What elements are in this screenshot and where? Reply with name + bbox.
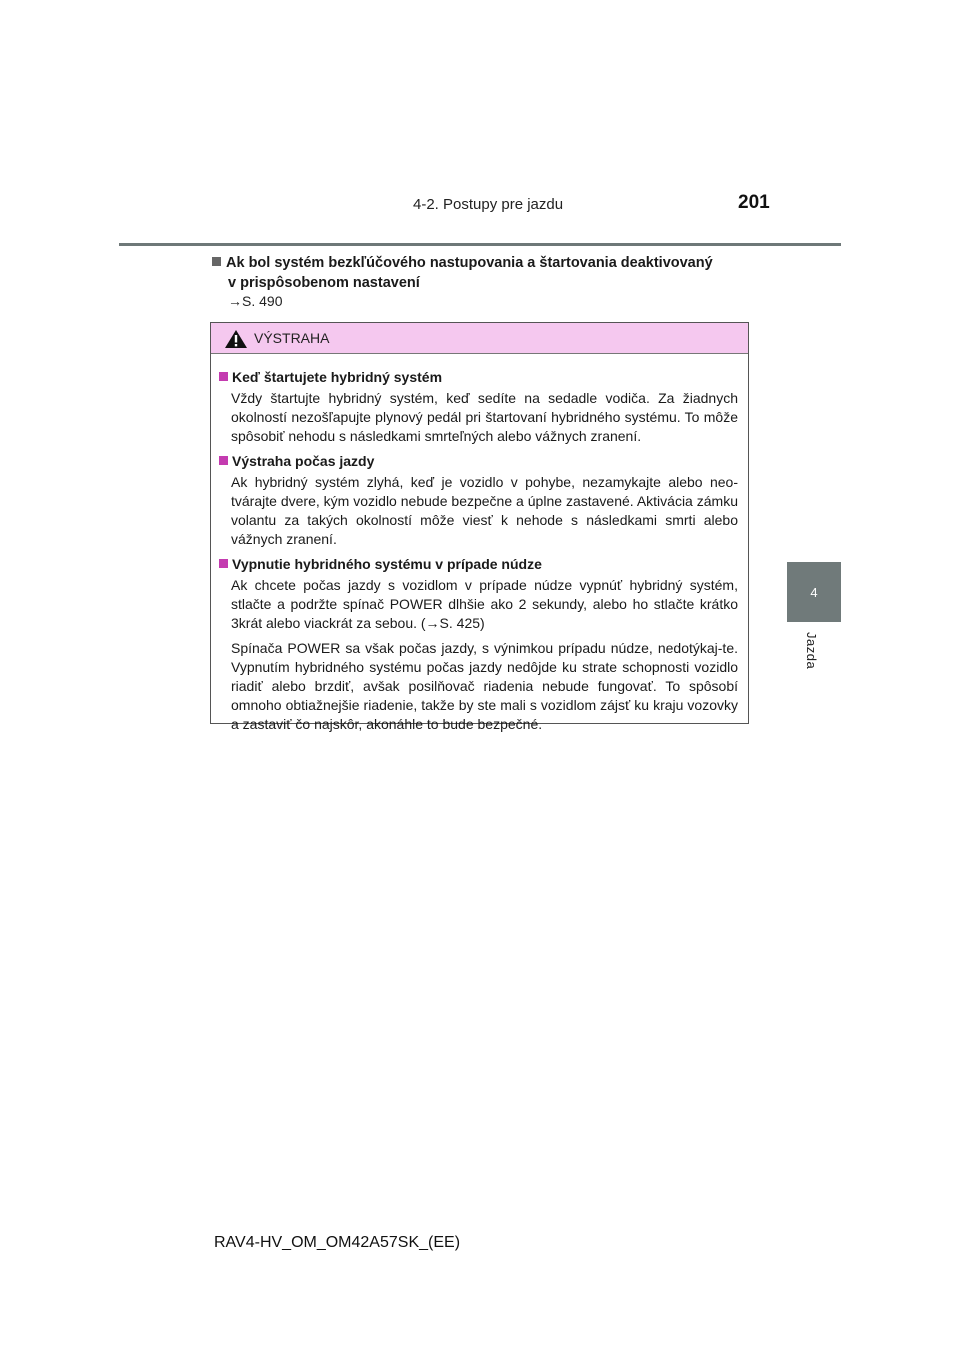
warning-body [211, 354, 748, 734]
heading-line-1: Ak bol systém bezkľúčového nastupovania a štartovania deaktivovaný [226, 255, 713, 271]
warning-paragraph: Vždy štartujte hybridný systém, keď sedíte na sedadle vodiča. Za žiadnych okolností nezošľapujte plynový pedál pri štartovaní hybridného systému. To môže spôsobiť nehodu s následkami smrteľných alebo vážnych zranení. [231, 390, 738, 444]
page-number: 201 [738, 192, 770, 213]
page-reference-link[interactable]: →S. 490 [228, 293, 283, 309]
warning-section [219, 555, 738, 734]
chapter-tab[interactable] [787, 562, 841, 622]
header-divider [119, 243, 841, 246]
document-code: RAV4-HV_OM_OM42A57SK_(EE) [214, 1234, 461, 1251]
warning-section-heading: Vypnutie hybridného systému v prípade núdze [219, 555, 738, 574]
warning-section-heading: Výstraha počas jazdy [219, 452, 738, 471]
warning-paragraph: Ak hybridný systém zlyhá, keď je vozidlo v pohybe, nezamykajte alebo neo-tvárajte dvere, kým vozidlo nebude bezpečne a úplne zastavené. Aktivácia zámku volantu za takých okolností môže viesť k nehode s následkami smrti alebo vážnych zranení. [231, 474, 738, 547]
warning-paragraph: Spínača POWER sa však počas jazdy, s výnimkou prípadu núdze, nedotýkaj-te. Vypnutím hybridného systému počas jazdy nedôjde ku strate schopnosti vozidlo riadiť alebo brzdiť, avšak posilňovač riadenia nebude fungovať. To spôsobí omnoho obtiažnejšie riadenie, takže by ste mali s vozidlom zájsť ku kraju vozovky a zastaviť čo najskôr, akonáhle to bude bezpečné. [231, 640, 738, 732]
chapter-number: 4 [810, 585, 818, 600]
warning-paragraph: Ak chcete počas jazdy s vozidlom v prípade núdze vypnúť hybridný systém, stlačte a podržte spínač POWER dlhšie ako 2 sekundy, alebo ho stlačte krátko 3krát alebo viackrát za sebou. (→S. 425) [231, 577, 738, 631]
warning-box [210, 322, 749, 732]
section-title: 4-2. Postupy pre jazdu [413, 196, 564, 213]
square-bullet-icon [212, 257, 221, 266]
warning-section-heading: Keď štartujete hybridný systém [219, 368, 738, 387]
square-bullet-icon [219, 456, 228, 465]
square-bullet-icon [219, 372, 228, 381]
warning-section [219, 368, 738, 446]
warning-title: VÝSTRAHA [254, 330, 330, 346]
square-bullet-icon [219, 559, 228, 568]
warning-header [211, 323, 748, 354]
heading-line-2: v prispôsobenom nastavení [228, 275, 420, 291]
section-heading [212, 253, 752, 293]
warning-section [219, 452, 738, 549]
warning-triangle-icon [224, 329, 248, 349]
chapter-label: Jazda [804, 632, 819, 670]
